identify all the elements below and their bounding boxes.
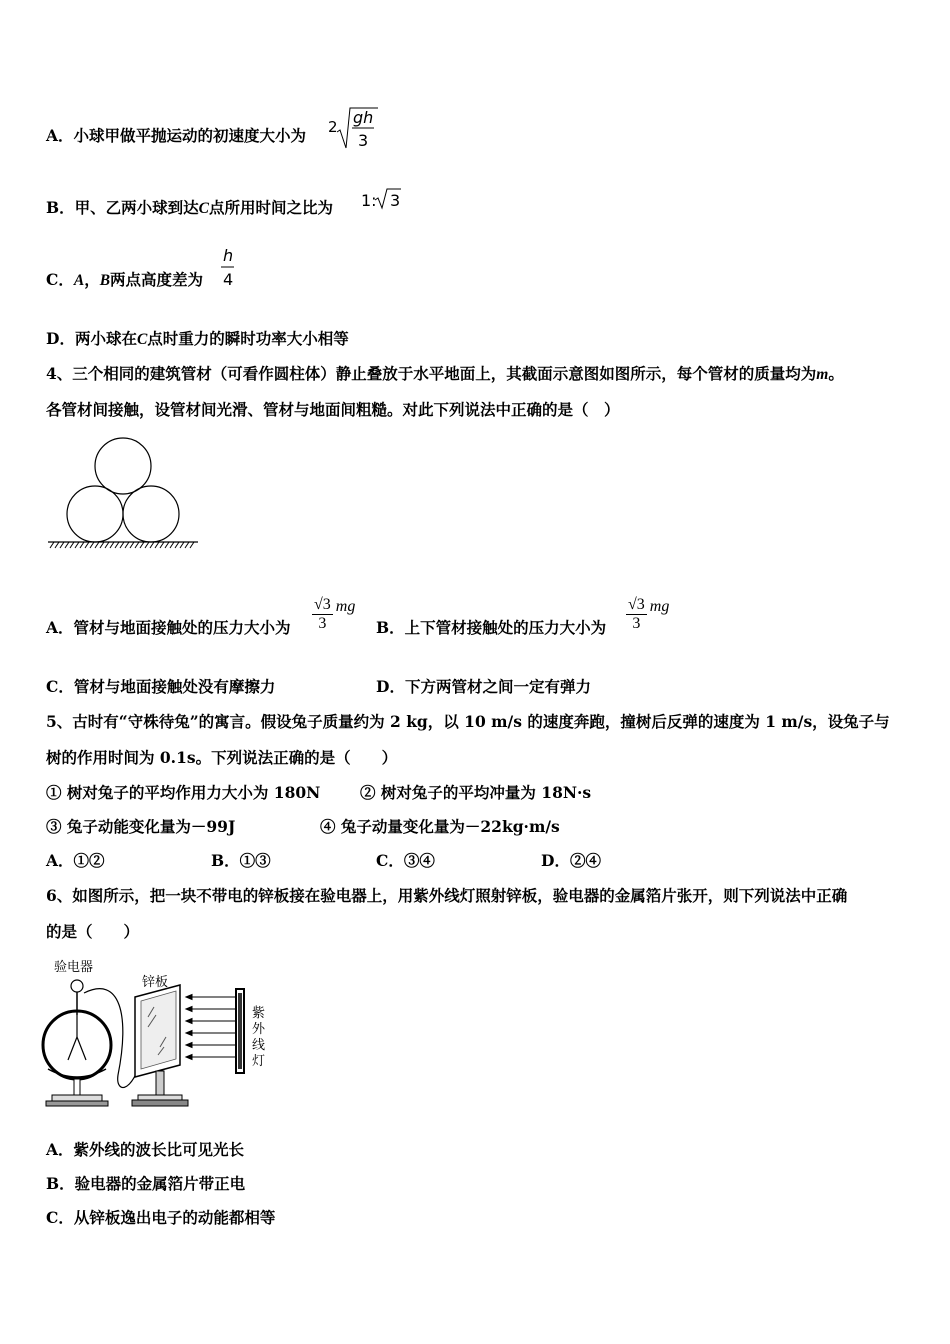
- svg-text:4: 4: [223, 270, 234, 289]
- q4-option-b-formula: $\frac{√3}{3}$ mg: [628, 596, 670, 632]
- q6-option-a: A．紫外线的波长比可见光长: [46, 1140, 245, 1159]
- q6-stem-line1: 6、如图所示，把一块不带电的锌板接在验电器上，用紫外线灯照射锌板，验电器的金属箔片张开，则下列说法中正确: [46, 886, 848, 905]
- q5-option-b: B．①③: [211, 851, 271, 870]
- label-zinc-plate: 锌板: [142, 975, 169, 990]
- svg-text:2: 2: [328, 118, 338, 136]
- q5-option-c: C．③④: [376, 851, 435, 870]
- svg-text:h: h: [223, 246, 234, 265]
- electroscope-leaf-right: [77, 1037, 86, 1060]
- pipe-top: [95, 438, 151, 494]
- q3-option-c-formula: [219, 244, 239, 290]
- svg-text:1:: 1:: [361, 191, 377, 210]
- q6-option-c: C．从锌板逸出电子的动能都相等: [46, 1208, 276, 1227]
- label-electroscope: 验电器: [54, 960, 94, 975]
- q4-option-d: D．下方两管材之间一定有弹力: [376, 677, 591, 696]
- q3-option-b: B．甲、乙两小球到达C点所用时间之比为: [46, 198, 333, 217]
- q4-option-a-formula: $\frac{√3}{3}$ mg: [314, 596, 356, 632]
- q3-option-a-formula: [326, 104, 382, 152]
- q3-option-a: A．小球甲做平抛运动的初速度大小为: [46, 126, 307, 145]
- q4-stem-line1: 4、三个相同的建筑管材（可看作圆柱体）静止叠放于水平地面上，其截面示意图如图所示，每个管材的质量均为m。: [46, 364, 844, 383]
- q6-electroscope-diagram: [40, 955, 280, 1115]
- q5-statement-3: ③ 兔子动能变化量为－99J: [46, 817, 236, 836]
- q5-statement-1: ① 树对兔子的平均作用力大小为 180N: [46, 783, 321, 802]
- electroscope-knob: [71, 980, 83, 992]
- q4-option-c: C．管材与地面接触处没有摩擦力: [46, 677, 276, 696]
- q4-option-b: B．上下管材接触处的压力大小为: [376, 618, 607, 637]
- svg-text:3: 3: [358, 131, 369, 150]
- q4-option-a: A．管材与地面接触处的压力大小为: [46, 618, 291, 637]
- svg-text:外: 外: [252, 1022, 266, 1037]
- q4-stem-line2: 各管材间接触，设管材间光滑、管材与地面间粗糙。对此下列说法中正确的是（ ）: [46, 400, 620, 419]
- electroscope-leaf-left: [68, 1037, 77, 1060]
- q3-option-c: C．A，B两点高度差为: [46, 270, 204, 289]
- q5-stem-line2: 树的作用时间为 0.1s。下列说法正确的是（ ）: [46, 748, 398, 767]
- svg-text:灯: 灯: [252, 1054, 266, 1069]
- q6-option-b: B．验电器的金属箔片带正电: [46, 1174, 246, 1193]
- q5-statement-2: ② 树对兔子的平均冲量为 18N·s: [360, 783, 592, 802]
- q5-stem-line1: 5、古时有“守株待兔”的寓言。假设兔子质量约为 2 kg，以 10 m/s 的速度奔跑，撞树后反弹的速度为 1 m/s，设兔子与: [46, 712, 890, 731]
- pipe-bottom-right: [123, 486, 179, 542]
- svg-text:线: 线: [252, 1038, 266, 1053]
- q6-stem-line2: 的是（ ）: [46, 922, 140, 941]
- q5-statement-4: ④ 兔子动量变化量为－22kg·m/s: [320, 817, 560, 836]
- q3-option-d: D．两小球在C点时重力的瞬时功率大小相等: [46, 329, 349, 348]
- svg-text:紫: 紫: [252, 1006, 266, 1021]
- q5-option-d: D．②④: [541, 851, 601, 870]
- svg-text:gh: gh: [353, 108, 374, 127]
- svg-text:3: 3: [390, 191, 401, 210]
- q5-option-a: A．①②: [46, 851, 105, 870]
- pipe-bottom-left: [67, 486, 123, 542]
- q4-pipes-diagram: [46, 436, 202, 550]
- q3-option-b-formula: [359, 186, 409, 214]
